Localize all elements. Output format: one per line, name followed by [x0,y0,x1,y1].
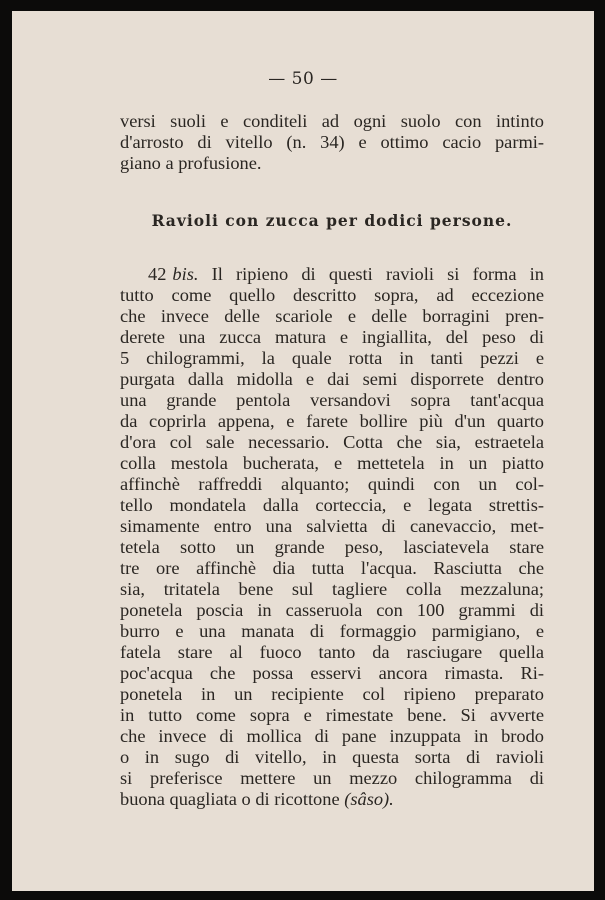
recipe-line: simamente entro una salvietta di canevaccio, met- [120,516,544,536]
recipe-line: fatela stare al fuoco tanto da rasciugare quella [120,642,544,662]
recipe-line: 5 chilogrammi, la quale rotta in tanti pezzi e [120,348,544,368]
recipe-line: che invece di mollica di pane inzuppata in brodo [120,726,544,746]
intro-paragraph [120,111,544,174]
recipe-line: tutto come quello descritto sopra, ad eccezione [120,285,544,305]
recipe-line: sia, tritatela bene sul tagliere colla mezzaluna; [120,579,544,599]
recipe-number: 42 [148,264,167,284]
recipe-first-line-text: Il ripieno di questi ravioli si forma in [211,264,544,284]
intro-line: d'arrosto di vitello (n. 34) e ottimo cacio parmi- [120,132,544,152]
book-page [12,11,594,891]
intro-line: giano a profusione. [120,153,262,173]
recipe-number-suffix: bis. [172,264,199,284]
recipe-line: colla mestola bucherata, e mettetela in un piatto [120,453,544,473]
recipe-line: ponetela in un recipiente col ripieno preparato [120,684,544,704]
recipe-first-line [120,264,544,285]
recipe-line: che invece delle scariole e delle borragini pren- [120,306,544,326]
recipe-line: purgata dalla midolla e dai semi disporrete dentro [120,369,544,389]
recipe-line: ponetela poscia in casseruola con 100 grammi di [120,600,544,620]
recipe-line: poc'acqua che possa esservi ancora rimasta. Ri- [120,663,544,683]
recipe-line: affinchè raffreddi alquanto; quindi con un col- [120,474,544,494]
recipe-line: tello mondatela dalla corteccia, e legata strettis- [120,495,544,515]
recipe-line: burro e una manata di formaggio parmigiano, e [120,621,544,641]
page-number: — 50 — [268,69,338,89]
recipe-line: derete una zucca matura e ingiallita, del peso di [120,327,544,347]
recipe-last-line [120,789,544,810]
recipe-line: una grande pentola versandovi sopra tant'acqua [120,390,544,410]
recipe-line: d'ora col sale necessario. Cotta che sia, estraetela [120,432,544,452]
recipe-line: tre ore affinchè dia tutta l'acqua. Rasciutta che [120,558,544,578]
intro-line: versi suoli e conditeli ad ogni suolo con intinto [120,111,544,131]
recipe-line: in tutto come sopra e rimestate bene. Si avverte [120,705,544,725]
recipe-body [120,264,544,810]
recipe-line: o in sugo di vitello, in questa sorta di ravioli [120,747,544,767]
recipe-title: Ravioli con zucca per dodici persone. [151,211,513,230]
recipe-line: da coprirla appena, e farete bollire più d'un quarto [120,411,544,431]
recipe-line: tetela sotto un grande peso, lasciatevela stare [120,537,544,557]
recipe-line: si preferisce mettere un mezzo chilogramma di [120,768,544,788]
recipe-signature: (sâso). [344,789,394,809]
recipe-last-line-text: buona quagliata o di ricottone [120,789,340,809]
